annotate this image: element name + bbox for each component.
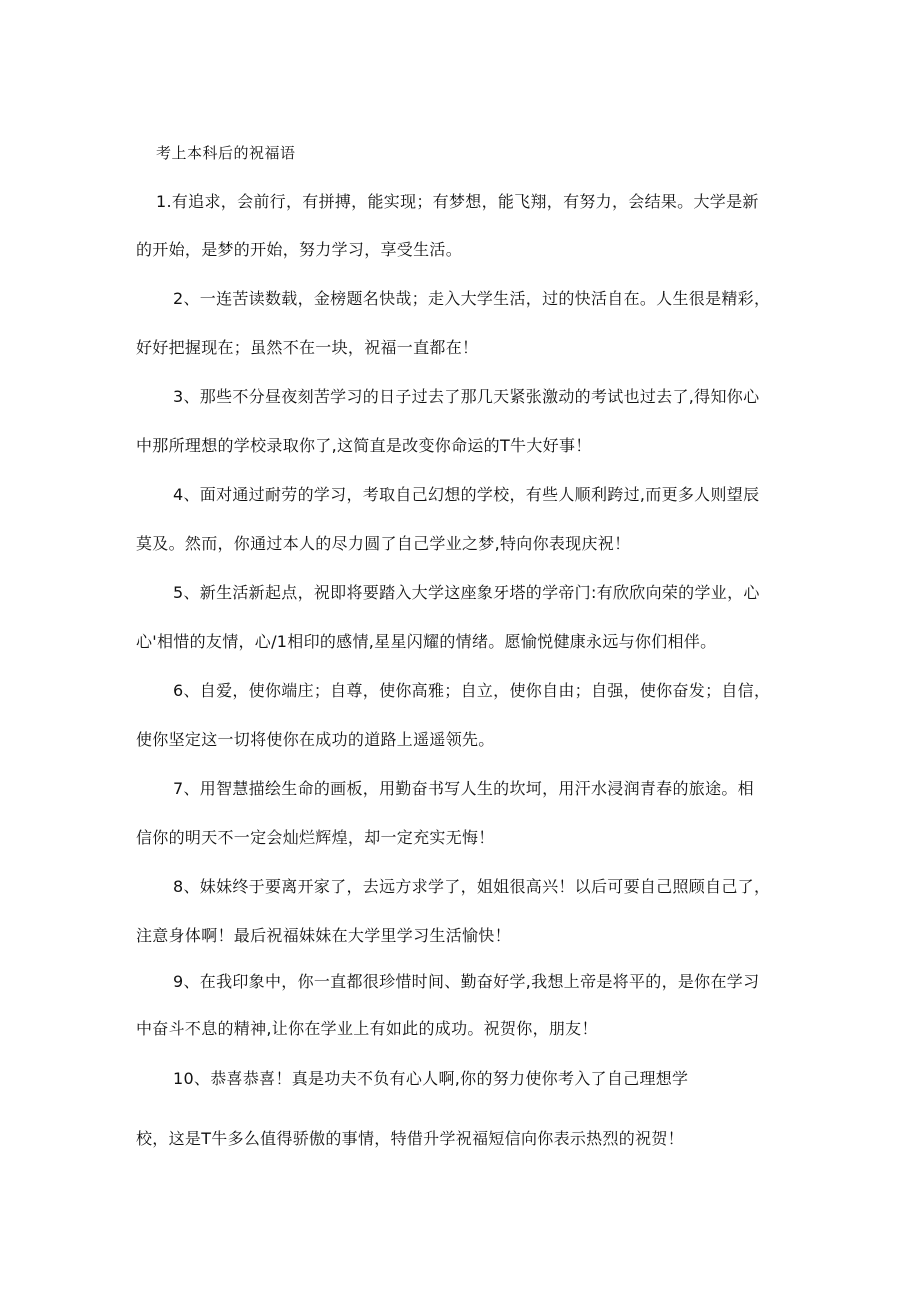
document-title: 考上本科后的祝福语 bbox=[156, 144, 296, 162]
paragraph-6-line-1: 6、自爱，使你端庄；自尊，使你高雅；自立，使你自由；自强，使你奋发；自信， bbox=[173, 681, 771, 700]
paragraph-4-line-2: 莫及。然而，你通过本人的尽力圆了自己学业之梦,特向你表现庆祝！ bbox=[136, 534, 631, 553]
paragraph-9-line-2: 中奋斗不息的精神,让你在学业上有如此的成功。祝贺你，朋友！ bbox=[136, 1019, 598, 1038]
paragraph-5-line-1: 5、新生活新起点，祝即将要踏入大学这座象牙塔的学帝门:有欣欣向荣的学业，心 bbox=[173, 583, 760, 602]
paragraph-5-line-2: 心'相惜的友情，心/1相印的感情,星星闪耀的情绪。愿愉悦健康永远与你们相伴。 bbox=[136, 632, 717, 651]
paragraph-1-line-1: 1.有追求，会前行，有拼搏，能实现；有梦想，能飞翔，有努力，会结果。大学是新 bbox=[156, 192, 759, 211]
paragraph-1-line-2: 的开始，是梦的开始，努力学习，享受生活。 bbox=[136, 240, 463, 259]
paragraph-10-line-1: 10、恭喜恭喜！真是功夫不负有心人啊,你的努力使你考入了自己理想学 bbox=[173, 1069, 689, 1088]
paragraph-7-line-2: 信你的明天不一定会灿烂辉煌，却一定充实无悔！ bbox=[136, 828, 495, 847]
paragraph-2-line-1: 2、一连苦读数载，金榜题名快哉；走入大学生活，过的快活自在。人生很是精彩， bbox=[173, 289, 771, 308]
paragraph-10-line-2: 校，这是T牛多么值得骄傲的事情，特借升学祝福短信向你表示热烈的祝贺！ bbox=[136, 1129, 684, 1148]
paragraph-8-line-2: 注意身体啊！最后祝福妹妹在大学里学习生活愉快！ bbox=[136, 926, 511, 945]
paragraph-8-line-1: 8、妹妹终于要离开家了，去远方求学了，姐姐很高兴！以后可要自己照顾自己了， bbox=[173, 877, 771, 896]
paragraph-2-line-2: 好好把握现在；虽然不在一块，祝福一直都在！ bbox=[136, 338, 479, 357]
paragraph-4-line-1: 4、面对通过耐劳的学习，考取自己幻想的学校，有些人顺利跨过,而更多人则望辰 bbox=[173, 485, 760, 504]
paragraph-7-line-1: 7、用智慧描绘生命的画板，用勤奋书写人生的坎坷，用汗水浸润青春的旅途。相 bbox=[173, 779, 754, 798]
paragraph-3-line-1: 3、那些不分昼夜刻苦学习的日子过去了那几天紧张激动的考试也过去了,得知你心 bbox=[173, 387, 760, 406]
paragraph-9-line-1: 9、在我印象中，你一直都很珍惜时间、勤奋好学,我想上帝是将平的，是你在学习 bbox=[173, 972, 760, 991]
paragraph-6-line-2: 使你坚定这一切将使你在成功的道路上遥遥领先。 bbox=[136, 730, 495, 749]
paragraph-3-line-2: 中那所理想的学校录取你了,这简直是改变你命运的T牛大好事！ bbox=[136, 436, 592, 455]
